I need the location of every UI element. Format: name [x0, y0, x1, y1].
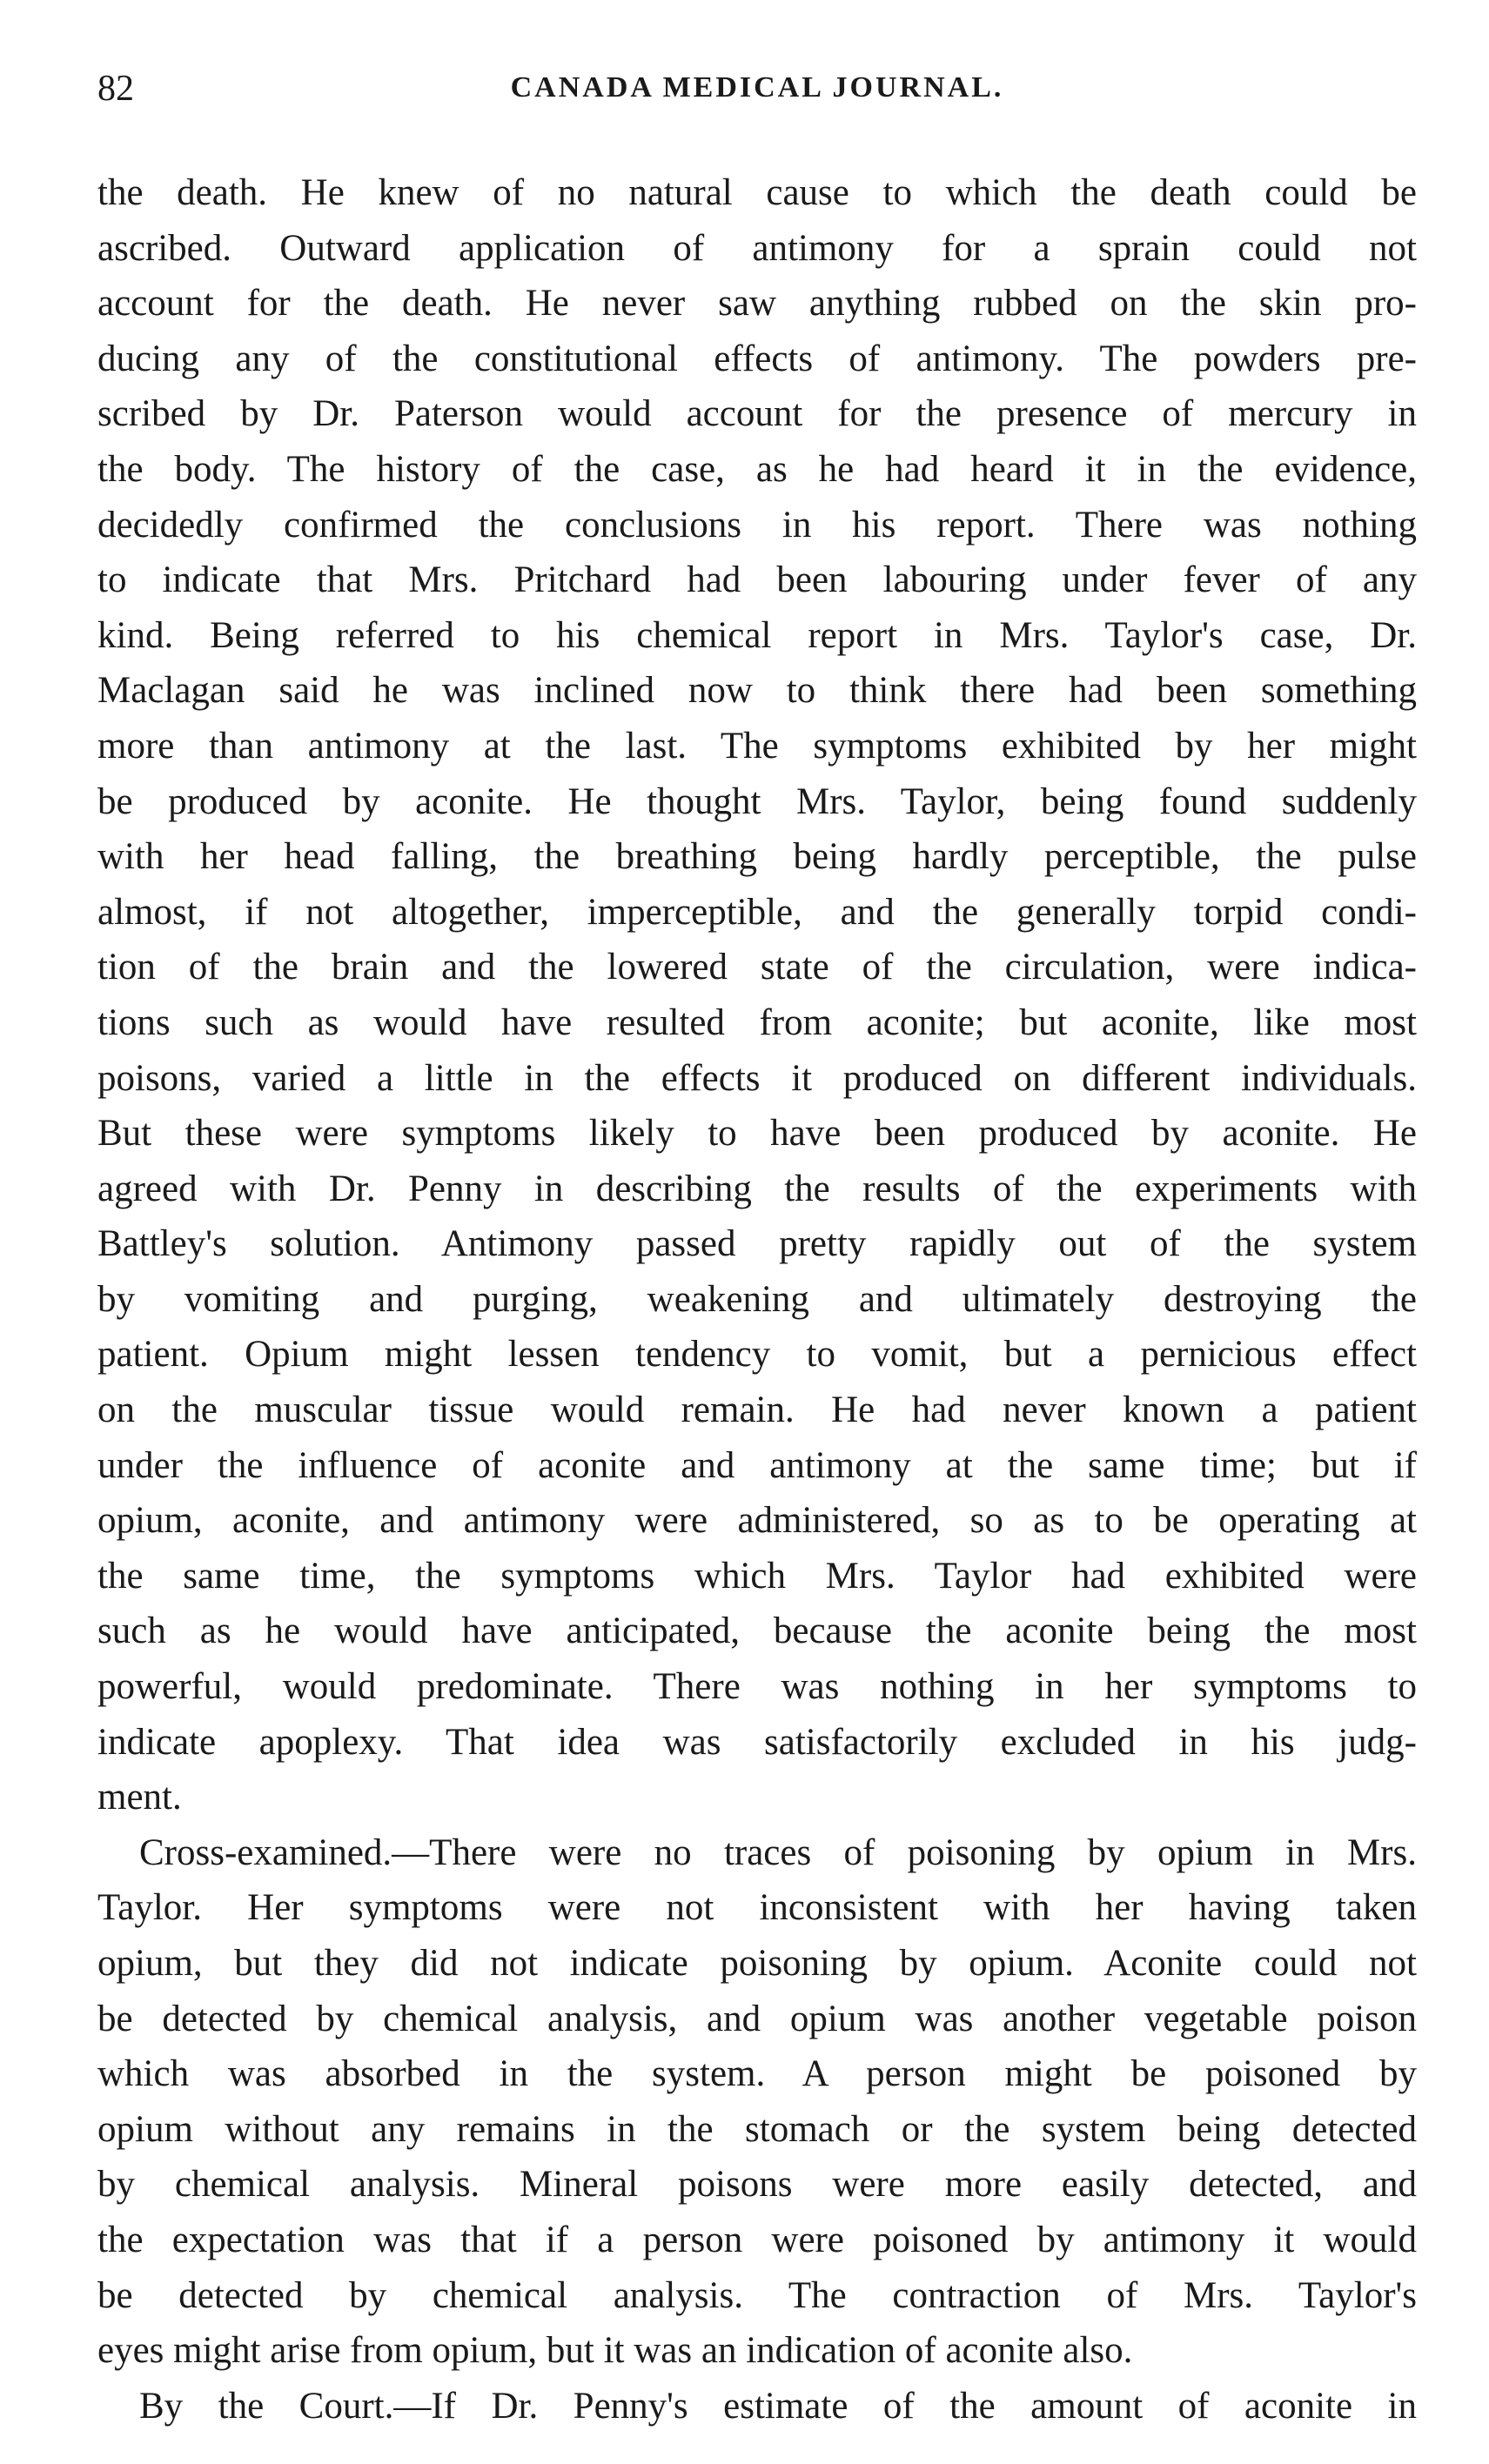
text-line: ducing any of the constitutional effects of antimony. The powders pre-	[97, 338, 1417, 379]
text-line: ascribed. Outward application of antimony for a sprain could not	[97, 227, 1417, 269]
text-line: decidedly confirmed the conclusions in his report. There was nothing	[97, 504, 1417, 546]
running-head	[97, 68, 1417, 120]
text-line: which was absorbed in the system. A person might be poisoned by	[97, 2053, 1417, 2095]
text-line: Cross-examined.—There were no traces of poisoning by opium in Mrs.	[139, 1831, 1417, 1873]
text-line: under the influence of aconite and antimony at the same time; but if	[97, 1444, 1417, 1486]
text-line: agreed with Dr. Penny in describing the results of the experiments with	[97, 1168, 1417, 1209]
text-line: Battley's solution. Antimony passed pretty rapidly out of the system	[97, 1223, 1417, 1265]
text-line: the expectation was that if a person were poisoned by antimony it would	[97, 2219, 1417, 2260]
text-line: By the Court.—If Dr. Penny's estimate of the amount of aconite in	[139, 2385, 1417, 2427]
body-text	[97, 165, 1417, 2434]
text-line: more than antimony at the last. The symptoms exhibited by her might	[97, 725, 1417, 767]
text-line: tions such as would have resulted from aconite; but aconite, like most	[97, 1001, 1417, 1043]
text-line: opium without any remains in the stomach or the system being detected	[97, 2108, 1417, 2150]
text-line: ment.	[97, 1777, 182, 1818]
text-line: kind. Being referred to his chemical report in Mrs. Taylor's case, Dr.	[97, 614, 1417, 656]
text-line: powerful, would predominate. There was nothing in her symptoms to	[97, 1666, 1417, 1708]
page-number: 82	[97, 69, 134, 109]
document-page	[97, 68, 1417, 2434]
text-line: the death. He knew of no natural cause to which the death could be	[97, 172, 1417, 213]
text-line: by chemical analysis. Mineral poisons were more easily detected, and	[97, 2164, 1417, 2206]
text-line: eyes might arise from opium, but it was an indication of aconite also.	[97, 2330, 1133, 2372]
text-line: with her head falling, the breathing being hardly perceptible, the pulse	[97, 836, 1417, 878]
text-line: Maclagan said he was inclined now to think there had been something	[97, 670, 1417, 712]
text-line: patient. Opium might lessen tendency to vomit, but a pernicious effect	[97, 1334, 1417, 1376]
text-line: be detected by chemical analysis, and opium was another vegetable poison	[97, 1998, 1417, 2039]
text-line: scribed by Dr. Paterson would account for the presence of mercury in	[97, 393, 1417, 435]
text-line: by vomiting and purging, weakening and ultimately destroying the	[97, 1278, 1417, 1320]
text-line: Taylor. Her symptoms were not inconsistent with her having taken	[97, 1887, 1417, 1929]
text-line: opium, but they did not indicate poisoning by opium. Aconite could not	[97, 1943, 1417, 1984]
text-line: indicate apoplexy. That idea was satisfactorily excluded in his judg-	[97, 1721, 1417, 1763]
text-line: account for the death. He never saw anything rubbed on the skin pro-	[97, 283, 1417, 325]
text-line: to indicate that Mrs. Pritchard had been labouring under fever of any	[97, 559, 1417, 601]
text-line: opium, aconite, and antimony were administered, so as to be operating at	[97, 1500, 1417, 1542]
text-line: be detected by chemical analysis. The contraction of Mrs. Taylor's	[97, 2274, 1417, 2316]
text-line: such as he would have anticipated, because the aconite being the most	[97, 1610, 1417, 1652]
text-line: the same time, the symptoms which Mrs. Taylor had exhibited were	[97, 1555, 1417, 1597]
text-line: almost, if not altogether, imperceptible, and the generally torpid condi-	[97, 891, 1417, 933]
text-line: be produced by aconite. He thought Mrs. Taylor, being found suddenly	[97, 780, 1417, 822]
text-line: the body. The history of the case, as he had heard it in the evidence,	[97, 448, 1417, 490]
text-line: on the muscular tissue would remain. He had never known a patient	[97, 1389, 1417, 1431]
text-line: poisons, varied a little in the effects it produced on different individuals.	[97, 1057, 1417, 1099]
text-line: tion of the brain and the lowered state of the circulation, were indica-	[97, 947, 1417, 988]
text-line: But these were symptoms likely to have been produced by aconite. He	[97, 1113, 1417, 1155]
journal-title: CANADA MEDICAL JOURNAL.	[510, 71, 1004, 104]
